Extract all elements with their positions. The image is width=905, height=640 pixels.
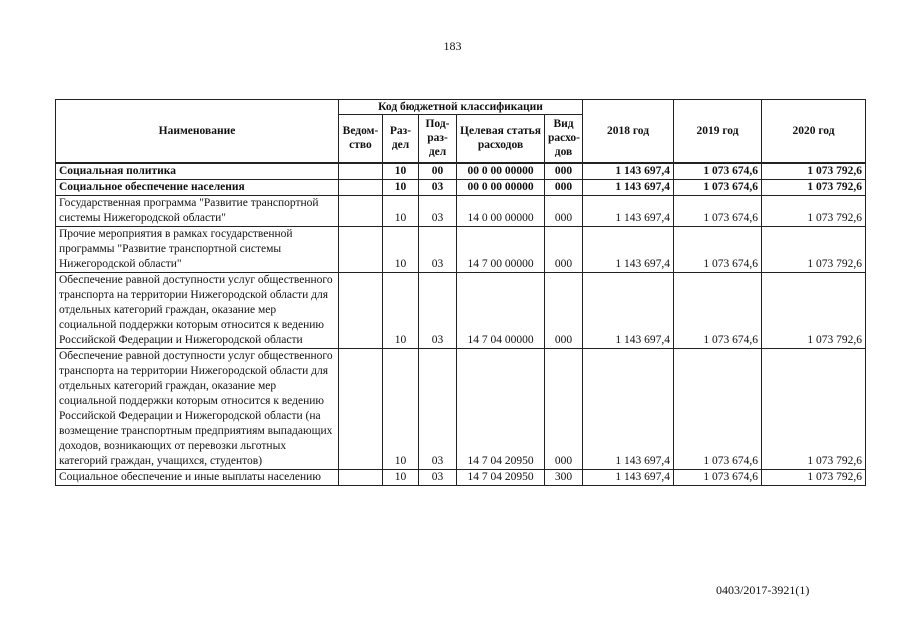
cell-2018: 1 143 697,4 bbox=[583, 226, 674, 272]
cell-razdel: 10 bbox=[383, 226, 419, 272]
cell-vedomstvo bbox=[339, 348, 383, 469]
cell-podrazdel: 03 bbox=[419, 195, 457, 226]
cell-2020: 1 073 792,6 bbox=[762, 272, 866, 348]
table-row bbox=[56, 226, 866, 272]
cell-2019: 1 073 674,6 bbox=[674, 272, 762, 348]
cell-2018: 1 143 697,4 bbox=[583, 469, 674, 485]
cell-vid-rashodov: 000 bbox=[545, 226, 583, 272]
cell-celevaya-statya: 00 0 00 00000 bbox=[457, 179, 545, 195]
cell-name: Государственная программа "Развитие транспортной системы Нижегородской области" bbox=[56, 195, 339, 226]
cell-2019: 1 073 674,6 bbox=[674, 348, 762, 469]
cell-celevaya-statya: 14 7 00 00000 bbox=[457, 226, 545, 272]
cell-vid-rashodov: 000 bbox=[545, 179, 583, 195]
cell-razdel: 10 bbox=[383, 348, 419, 469]
cell-vid-rashodov: 000 bbox=[545, 272, 583, 348]
cell-podrazdel: 03 bbox=[419, 272, 457, 348]
header-2018: 2018 год bbox=[583, 100, 674, 163]
cell-celevaya-statya: 14 7 04 20950 bbox=[457, 348, 545, 469]
header-budget-code-group: Код бюджетной классификации bbox=[339, 100, 583, 115]
cell-name: Прочие мероприятия в рамках государственной программы "Развитие транспортной системы Нижегородской области" bbox=[56, 226, 339, 272]
cell-podrazdel: 03 bbox=[419, 348, 457, 469]
table-row bbox=[56, 469, 866, 485]
cell-vedomstvo bbox=[339, 195, 383, 226]
cell-razdel: 10 bbox=[383, 179, 419, 195]
header-razdel: Раз-дел bbox=[383, 115, 419, 163]
cell-vedomstvo bbox=[339, 272, 383, 348]
cell-2019: 1 073 674,6 bbox=[674, 226, 762, 272]
cell-2018: 1 143 697,4 bbox=[583, 348, 674, 469]
cell-name: Социальное обеспечение населения bbox=[56, 179, 339, 195]
cell-2020: 1 073 792,6 bbox=[762, 348, 866, 469]
header-podrazdel: Под-раз-дел bbox=[419, 115, 457, 163]
cell-name: Обеспечение равной доступности услуг общественного транспорта на территории Нижегородской области для отдельных категорий граждан, оказание мер социальной поддержки которым относится к ведению Российской Федерации и Нижегородской области (на возмещение транспортным предприятиям выпадающих доходов, возникающих от перевозки льготных категорий граждан, учащихся, студентов) bbox=[56, 348, 339, 469]
cell-razdel: 10 bbox=[383, 163, 419, 180]
cell-podrazdel: 03 bbox=[419, 226, 457, 272]
cell-celevaya-statya: 00 0 00 00000 bbox=[457, 163, 545, 180]
table-row bbox=[56, 179, 866, 195]
cell-name: Обеспечение равной доступности услуг общественного транспорта на территории Нижегородской области для отдельных категорий граждан, оказание мер социальной поддержки которым относится к ведению Российской Федерации и Нижегородской области bbox=[56, 272, 339, 348]
table-row bbox=[56, 272, 866, 348]
cell-2018: 1 143 697,4 bbox=[583, 195, 674, 226]
cell-2018: 1 143 697,4 bbox=[583, 179, 674, 195]
cell-2020: 1 073 792,6 bbox=[762, 469, 866, 485]
cell-vedomstvo bbox=[339, 469, 383, 485]
header-2020: 2020 год bbox=[762, 100, 866, 163]
table-header bbox=[56, 100, 866, 163]
table-row bbox=[56, 348, 866, 469]
page-number: 183 bbox=[443, 39, 462, 53]
cell-name: Социальное обеспечение и иные выплаты населению bbox=[56, 469, 339, 485]
table-body bbox=[56, 163, 866, 486]
cell-razdel: 10 bbox=[383, 195, 419, 226]
cell-2019: 1 073 674,6 bbox=[674, 179, 762, 195]
header-vid-rashodov: Вид расхо-дов bbox=[545, 115, 583, 163]
cell-vedomstvo bbox=[339, 179, 383, 195]
cell-2018: 1 143 697,4 bbox=[583, 272, 674, 348]
cell-podrazdel: 00 bbox=[419, 163, 457, 180]
table-row bbox=[56, 163, 866, 180]
cell-2020: 1 073 792,6 bbox=[762, 163, 866, 180]
budget-table bbox=[55, 99, 866, 486]
cell-celevaya-statya: 14 0 00 00000 bbox=[457, 195, 545, 226]
cell-2018: 1 143 697,4 bbox=[583, 163, 674, 180]
header-2019: 2019 год bbox=[674, 100, 762, 163]
header-name: Наименование bbox=[56, 100, 339, 163]
cell-name: Социальная политика bbox=[56, 163, 339, 180]
cell-2020: 1 073 792,6 bbox=[762, 226, 866, 272]
table-row bbox=[56, 195, 866, 226]
cell-2020: 1 073 792,6 bbox=[762, 195, 866, 226]
cell-razdel: 10 bbox=[383, 272, 419, 348]
cell-2020: 1 073 792,6 bbox=[762, 179, 866, 195]
cell-razdel: 10 bbox=[383, 469, 419, 485]
cell-2019: 1 073 674,6 bbox=[674, 469, 762, 485]
header-vedomstvo: Ведом-ство bbox=[339, 115, 383, 163]
cell-vedomstvo bbox=[339, 163, 383, 180]
cell-podrazdel: 03 bbox=[419, 469, 457, 485]
cell-celevaya-statya: 14 7 04 20950 bbox=[457, 469, 545, 485]
cell-2019: 1 073 674,6 bbox=[674, 195, 762, 226]
cell-vid-rashodov: 000 bbox=[545, 348, 583, 469]
header-celevaya-statya: Целевая статья расходов bbox=[457, 115, 545, 163]
cell-vid-rashodov: 000 bbox=[545, 163, 583, 180]
cell-vid-rashodov: 300 bbox=[545, 469, 583, 485]
cell-vid-rashodov: 000 bbox=[545, 195, 583, 226]
cell-podrazdel: 03 bbox=[419, 179, 457, 195]
document-code: 0403/2017-3921(1) bbox=[716, 583, 810, 597]
cell-vedomstvo bbox=[339, 226, 383, 272]
cell-celevaya-statya: 14 7 04 00000 bbox=[457, 272, 545, 348]
cell-2019: 1 073 674,6 bbox=[674, 163, 762, 180]
